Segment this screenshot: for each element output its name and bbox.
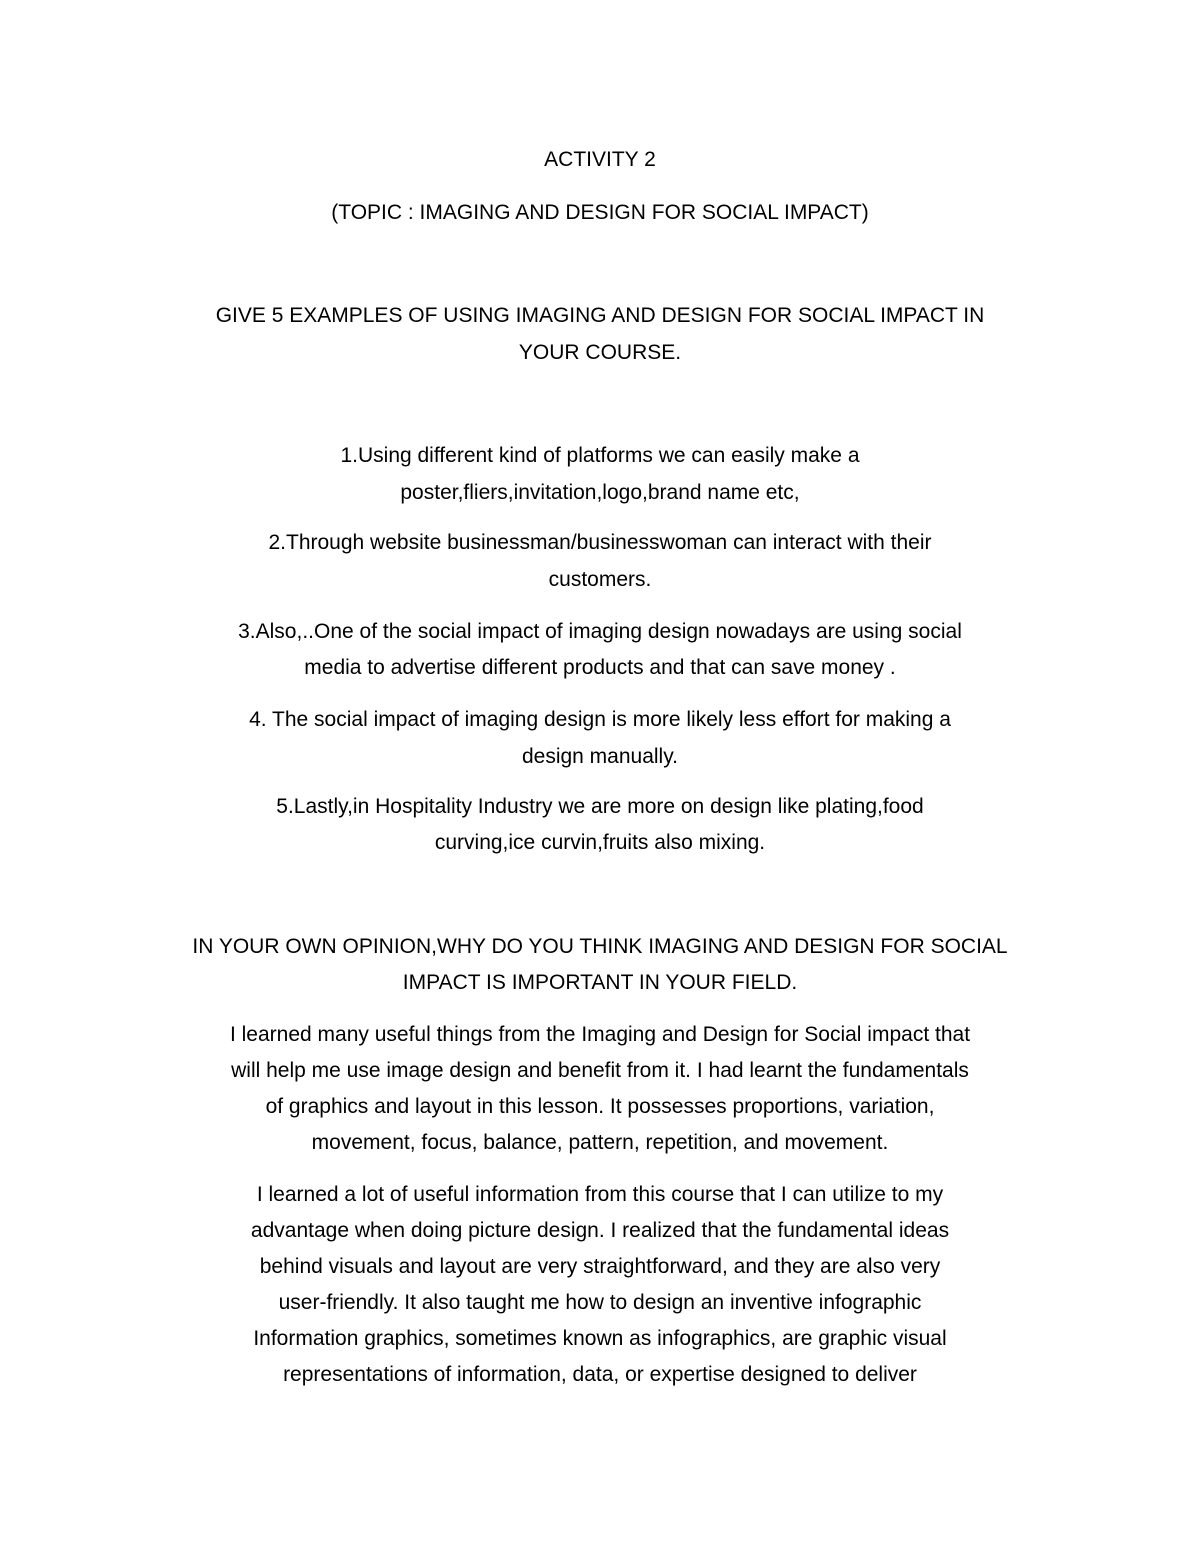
answer-line: advantage when doing picture design. I realized that the fundamental ideas <box>250 1219 950 1242</box>
example-line: design manually. <box>521 745 679 768</box>
example-line: curving,ice curvin,fruits also mixing. <box>434 831 766 854</box>
answer-line: of graphics and layout in this lesson. It possesses proportions, variation, <box>265 1095 935 1118</box>
example-line: poster,fliers,invitation,logo,brand name etc, <box>400 481 800 504</box>
question-one-line: GIVE 5 EXAMPLES OF USING IMAGING AND DESIGN FOR SOCIAL IMPACT IN <box>215 304 985 327</box>
example-line: media to advertise different products and that can save money . <box>304 656 896 679</box>
answer-line: movement, focus, balance, pattern, repetition, and movement. <box>311 1131 889 1154</box>
topic-line: (TOPIC : IMAGING AND DESIGN FOR SOCIAL IMPACT) <box>331 201 869 224</box>
question-two-line: IN YOUR OWN OPINION,WHY DO YOU THINK IMAGING AND DESIGN FOR SOCIAL <box>192 935 1008 958</box>
question-two-line: IMPACT IS IMPORTANT IN YOUR FIELD. <box>402 971 798 994</box>
answer-line: behind visuals and layout are very straightforward, and they are also very <box>259 1255 941 1278</box>
activity-title: ACTIVITY 2 <box>544 148 656 171</box>
answer-line: Information graphics, sometimes known as infographics, are graphic visual <box>253 1327 947 1350</box>
example-line: 5.Lastly,in Hospitality Industry we are more on design like plating,food <box>276 795 924 818</box>
answer-line: user-friendly. It also taught me how to design an inventive infographic <box>278 1291 922 1314</box>
question-one-line: YOUR COURSE. <box>518 341 682 364</box>
example-line: 3.Also,..One of the social impact of imaging design nowadays are using social <box>238 620 962 643</box>
example-line: 4. The social impact of imaging design is more likely less effort for making a <box>249 708 951 731</box>
answer-line: I learned a lot of useful information from this course that I can utilize to my <box>256 1183 944 1206</box>
example-line: 2.Through website businessman/businesswoman can interact with their <box>268 531 932 554</box>
example-line: customers. <box>548 568 652 591</box>
answer-line: I learned many useful things from the Imaging and Design for Social impact that <box>229 1023 971 1046</box>
answer-line: will help me use image design and benefit from it. I had learnt the fundamentals <box>231 1059 969 1082</box>
answer-line: representations of information, data, or expertise designed to deliver <box>283 1363 917 1386</box>
example-line: 1.Using different kind of platforms we can easily make a <box>340 444 860 467</box>
